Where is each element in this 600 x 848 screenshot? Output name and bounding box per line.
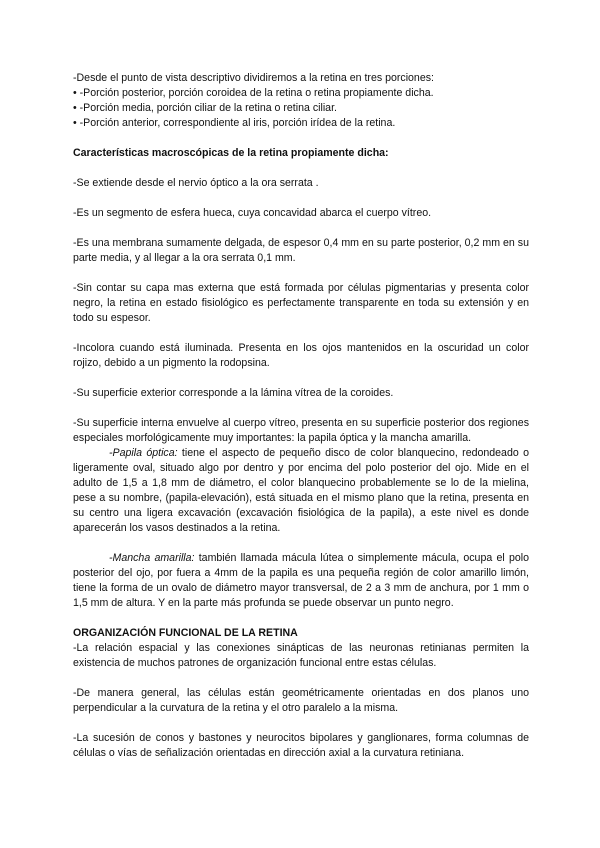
bullet-item: • -Porción media, porción ciliar de la retina o retina ciliar.	[73, 102, 337, 114]
bullet-item: • -Porción anterior, correspondiente al iris, porción irídea de la retina.	[73, 117, 396, 129]
mancha-amarilla-text: también llamada mácula lútea o simplemente mácula, ocupa el polo posterior del ojo, por fuera a 4mm de la papila es una pequeña región de color amarillo limón, tiene la forma de un ovalo de diámetro mayor transversal, de 2 a 3 mm de anchura, por 1 mm o 1,5 mm de altura. Y en la parte más profunda se puede observar un punto negro.	[73, 552, 529, 609]
paragraph: -Se extiende desde el nervio óptico a la ora serrata .	[73, 177, 319, 189]
paragraph: -La relación espacial y las conexiones sinápticas de las neuronas retinianas permiten la existencia de muchos patrones de organización funcional entre estas células.	[73, 642, 529, 669]
section-heading-macroscopic: Características macroscópicas de la retina propiamente dicha:	[73, 147, 389, 159]
intro-line: -Desde el punto de vista descriptivo dividiremos a la retina en tres porciones:	[73, 72, 434, 84]
paragraph: -Incolora cuando está iluminada. Presenta en los ojos mantenidos en la oscuridad un color rojizo, debido a un pigmento la rodopsina.	[73, 342, 529, 369]
papila-optica-text: tiene el aspecto de pequeño disco de color blanquecino, redondeado o ligeramente oval, situado algo por dentro y por encima del polo posterior del ojo. Mide en el adulto de 1,5 a 1,8 mm de diámetro, el color blanquecino probablemente se lo de la mielina, pese a su nombre, (papila-elevación), está situada en el mismo plano que la retina, presenta en su centro una ligera excavación (excavación fisiológica de la papila), a este nivel es donde aparecerán los vasos destinados a la retina.	[73, 447, 529, 534]
papila-optica-term: -Papila óptica:	[109, 447, 178, 459]
papila-optica-paragraph	[73, 446, 529, 536]
mancha-amarilla-term: -Mancha amarilla:	[109, 552, 195, 564]
paragraph: -De manera general, las células están geométricamente orientadas en dos planos uno perpendicular a la curvatura de la retina y el otro paralelo a la misma.	[73, 687, 529, 714]
bullet-item: • -Porción posterior, porción coroidea de la retina o retina propiamente dicha.	[73, 87, 434, 99]
mancha-amarilla-paragraph	[73, 551, 529, 611]
paragraph: -Es una membrana sumamente delgada, de espesor 0,4 mm en su parte posterior, 0,2 mm en su parte media, y al llegar a la ora serrata 0,1 mm.	[73, 237, 529, 264]
paragraph: -La sucesión de conos y bastones y neurocitos bipolares y ganglionares, forma columnas de células o vías de señalización orientadas en dirección axial a la curvatura retiniana.	[73, 732, 529, 759]
paragraph: -Su superficie exterior corresponde a la lámina vítrea de la coroides.	[73, 387, 394, 399]
paragraph: -Su superficie interna envuelve al cuerpo vítreo, presenta en su superficie posterior dos regiones especiales morfológicamente muy importantes: la papila óptica y la mancha amarilla.	[73, 417, 529, 444]
section-heading-functional: ORGANIZACIÓN FUNCIONAL DE LA RETINA	[73, 627, 298, 639]
paragraph: -Es un segmento de esfera hueca, cuya concavidad abarca el cuerpo vítreo.	[73, 207, 432, 219]
paragraph: -Sin contar su capa mas externa que está formada por células pigmentarias y presenta color negro, la retina en estado fisiológico es perfectamente transparente en toda su extensión y en todo su espesor.	[73, 282, 529, 324]
